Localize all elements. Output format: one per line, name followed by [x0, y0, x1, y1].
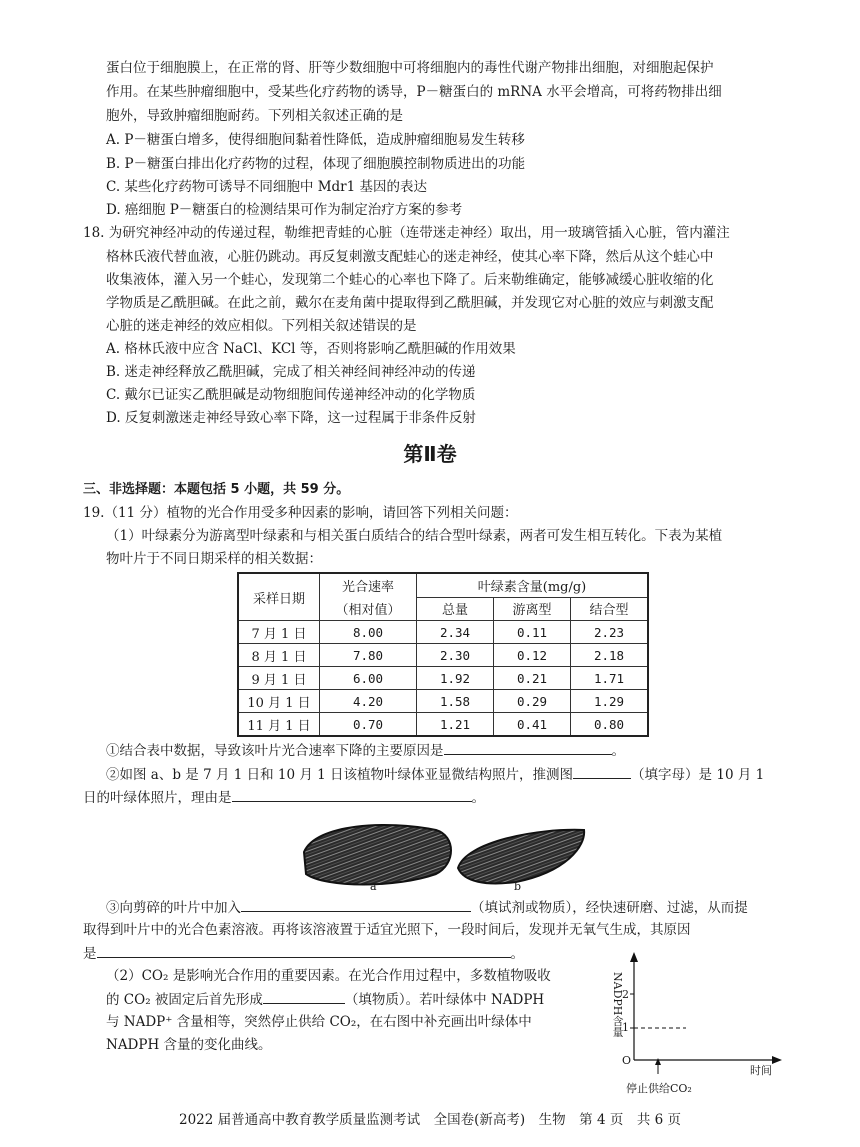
- table-cell-rate: 6.00: [320, 667, 417, 690]
- q18-text-line3: 收集液体，灌入另一个蛙心，发现第二个蛙心的心率也下降了。后来勒维确定，能够减缓心脏收缩的化: [106, 272, 714, 288]
- table-row: [238, 690, 648, 713]
- table-cell-rate: 8.00: [320, 621, 417, 644]
- answer-blank-3[interactable]: [232, 787, 472, 802]
- answer-blank-1[interactable]: [444, 740, 612, 755]
- table-cell-date: 7 月 1 日: [238, 621, 320, 644]
- q18-text-line1: 18. 为研究神经冲动的传递过程，勒维把青蛙的心脏（连带迷走神经）取出，用一玻璃管插入心脏，管内灌注: [83, 225, 730, 241]
- q18-option-d: D. 反复刺激迷走神经导致心率下降，这一过程属于非条件反射: [106, 410, 476, 426]
- page-footer: 2022 届普通高中教育教学质量监测考试 全国卷(新高考) 生物 第 4 页 共 6 页: [178, 1112, 682, 1128]
- q19-sub2-text-b: （填字母）是 10 月 1: [631, 767, 765, 783]
- q19-sub2-text-c: 日的叶绿体照片，理由是: [83, 790, 232, 806]
- q19-sub2-line2: [83, 787, 485, 808]
- table-cell-free: 0.11: [494, 621, 571, 644]
- y-axis-arrow-icon: [630, 952, 638, 962]
- q19-sub2-text-a: ②如图 a、b 是 7 月 1 日和 10 月 1 日该植物叶绿体亚显微结构照片，推测图: [106, 767, 574, 783]
- q19-sub3-text-d: 是: [83, 946, 97, 962]
- table-cell-total: 2.30: [417, 644, 494, 667]
- q19-intro: 19.（11 分）植物的光合作用受多种因素的影响，请回答下列相关问题：: [83, 505, 518, 521]
- q18-text-line4: 学物质是乙酰胆碱。在此之前，戴尔在麦角菌中提取得到乙酰胆碱，并发现它对心脏的效应与刺激支配: [106, 295, 714, 311]
- header-bound: 结合型: [571, 597, 649, 621]
- table-cell-bound: 2.23: [571, 621, 649, 644]
- table-cell-bound: 1.29: [571, 690, 649, 713]
- graph-tick-2: 2: [622, 988, 629, 1001]
- table-cell-total: 2.34: [417, 621, 494, 644]
- q19-sub3-line3: [83, 943, 524, 964]
- graph-tick-1: 1: [622, 1021, 629, 1034]
- header-chlorophyll: 叶绿素含量(mg/g): [417, 573, 649, 597]
- stop-co2-arrow-icon: [655, 1058, 661, 1065]
- q19-part1-line1: （1）叶绿素分为游离型叶绿素和与相关蛋白质结合的结合型叶绿素，两者可发生相互转化。下表为某植: [106, 528, 723, 544]
- q19-sub1: [106, 740, 625, 761]
- q17-option-b: B. P－糖蛋白排出化疗药物的过程，体现了细胞膜控制物质进出的功能: [106, 156, 526, 172]
- graph-stop-co2-label: 停止供给CO₂: [626, 1082, 692, 1095]
- section-header: 三、非选择题：本题包括 5 小题，共 59 分。: [83, 482, 350, 497]
- q19-sub3-end: 。: [510, 946, 524, 962]
- header-date: 采样日期: [238, 573, 320, 621]
- q19-sub1-end: 。: [611, 743, 625, 759]
- table-cell-bound: 1.71: [571, 667, 649, 690]
- table-cell-free: 0.21: [494, 667, 571, 690]
- q17-option-c: C. 某些化疗药物可诱导不同细胞中 Mdr1 基因的表达: [106, 179, 428, 195]
- answer-blank-5[interactable]: [97, 943, 511, 958]
- table-row: [238, 644, 648, 667]
- table-row: [238, 713, 648, 737]
- q18-option-c: C. 戴尔已证实乙酰胆碱是动物细胞间传递神经冲动的化学物质: [106, 387, 476, 403]
- q17-option-d: D. 癌细胞 P－糖蛋白的检测结果可作为制定治疗方案的参考: [106, 202, 463, 218]
- q17-option-a: A. P－糖蛋白增多，使得细胞间黏着性降低，造成肿瘤细胞易发生转移: [106, 132, 525, 148]
- part-two-title: 第Ⅱ卷: [403, 442, 457, 466]
- q18-option-a: A. 格林氏液中应含 NaCl、KCl 等，否则将影响乙酰胆碱的作用效果: [106, 341, 516, 357]
- q19-part2-line2: [106, 989, 544, 1010]
- table-cell-bound: 0.80: [571, 713, 649, 737]
- table-cell-free: 0.29: [494, 690, 571, 713]
- q19-sub3-line1: [106, 897, 748, 918]
- graph-x-label: 时间: [750, 1064, 772, 1077]
- q18-option-b: B. 迷走神经释放乙酰胆碱，完成了相关神经间神经冲动的传递: [106, 364, 476, 380]
- table-cell-date: 11 月 1 日: [238, 713, 320, 737]
- table-cell-free: 0.12: [494, 644, 571, 667]
- table-row: [238, 667, 648, 690]
- q19-part2-line4: NADPH 含量的变化曲线。: [106, 1037, 272, 1053]
- answer-blank-2[interactable]: [573, 764, 631, 779]
- table-cell-total: 1.21: [417, 713, 494, 737]
- graph-origin: O: [622, 1054, 632, 1067]
- header-rate-line1: 光合速率: [320, 573, 417, 597]
- q19-sub2-end: 。: [471, 790, 485, 806]
- q19-sub2-line1: [106, 764, 764, 785]
- q19-part1-line2: 物叶片于不同日期采样的相关数据：: [106, 551, 322, 567]
- table-cell-rate: 0.70: [320, 713, 417, 737]
- q19-sub3-line2: 取得到叶片中的光合色素溶液。再将该溶液置于适宜光照下，一段时间后，发现并无氧气生成，其原因: [83, 922, 691, 938]
- graph-y-label: NADPH含量: [611, 972, 624, 1038]
- q19-sub1-text: ①结合表中数据，导致该叶片光合速率下降的主要原因是: [106, 743, 444, 759]
- header-free: 游离型: [494, 597, 571, 621]
- q19-part2-text-a: 的 CO₂ 被固定后首先形成: [106, 992, 263, 1008]
- table-cell-rate: 4.20: [320, 690, 417, 713]
- table-cell-bound: 2.18: [571, 644, 649, 667]
- q18-text-line2: 格林氏液代替血液，心脏仍跳动。再反复刺激支配蛙心的迷走神经，使其心率下降，然后从这个蛙心中: [106, 249, 714, 265]
- table-cell-total: 1.92: [417, 667, 494, 690]
- q18-text-line5: 心脏的迷走神经的效应相似。下列相关叙述错误的是: [106, 318, 417, 334]
- q19-part2-line3: 与 NADP⁺ 含量相等，突然停止供给 CO₂，在右图中补充画出叶绿体中: [106, 1014, 532, 1030]
- table-cell-date: 8 月 1 日: [238, 644, 320, 667]
- q19-sub3-text-b: （填试剂或物质），经快速研磨、过滤，从而提: [471, 900, 748, 916]
- image-label-a: a: [370, 880, 377, 893]
- q19-part2-text-b: （填物质）。若叶绿体中 NADPH: [344, 992, 545, 1008]
- chloroplast-photos: [296, 816, 592, 892]
- q17-text-line3: 胞外，导致肿瘤细胞耐药。下列相关叙述正确的是: [106, 108, 403, 124]
- header-total: 总量: [417, 597, 494, 621]
- table-cell-rate: 7.80: [320, 644, 417, 667]
- table-header-row-1: [238, 573, 648, 597]
- image-label-b: b: [514, 880, 522, 893]
- q17-text-line1: 蛋白位于细胞膜上，在正常的肾、肝等少数细胞中可将细胞内的毒性代谢产物排出细胞，对细胞起保护: [106, 60, 714, 76]
- x-axis-arrow-icon: [772, 1056, 782, 1064]
- table-cell-free: 0.41: [494, 713, 571, 737]
- answer-blank-6[interactable]: [263, 989, 345, 1004]
- q19-sub3-text-a: ③向剪碎的叶片中加入: [106, 900, 241, 916]
- chloroplast-b-image: [458, 830, 584, 884]
- q19-part2-line1: （2）CO₂ 是影响光合作用的重要因素。在光合作用过程中，多数植物吸收: [106, 968, 551, 984]
- chloroplast-a-image: [304, 825, 451, 884]
- table-cell-total: 1.58: [417, 690, 494, 713]
- chlorophyll-data-table: [237, 572, 649, 737]
- table-row: [238, 621, 648, 644]
- table-cell-date: 9 月 1 日: [238, 667, 320, 690]
- table-cell-date: 10 月 1 日: [238, 690, 320, 713]
- q17-text-line2: 作用。在某些肿瘤细胞中，受某些化疗药物的诱导，P－糖蛋白的 mRNA 水平会增高，可将药物排出细: [106, 84, 722, 100]
- answer-blank-4[interactable]: [241, 897, 471, 912]
- header-rate-line2: （相对值）: [320, 597, 417, 621]
